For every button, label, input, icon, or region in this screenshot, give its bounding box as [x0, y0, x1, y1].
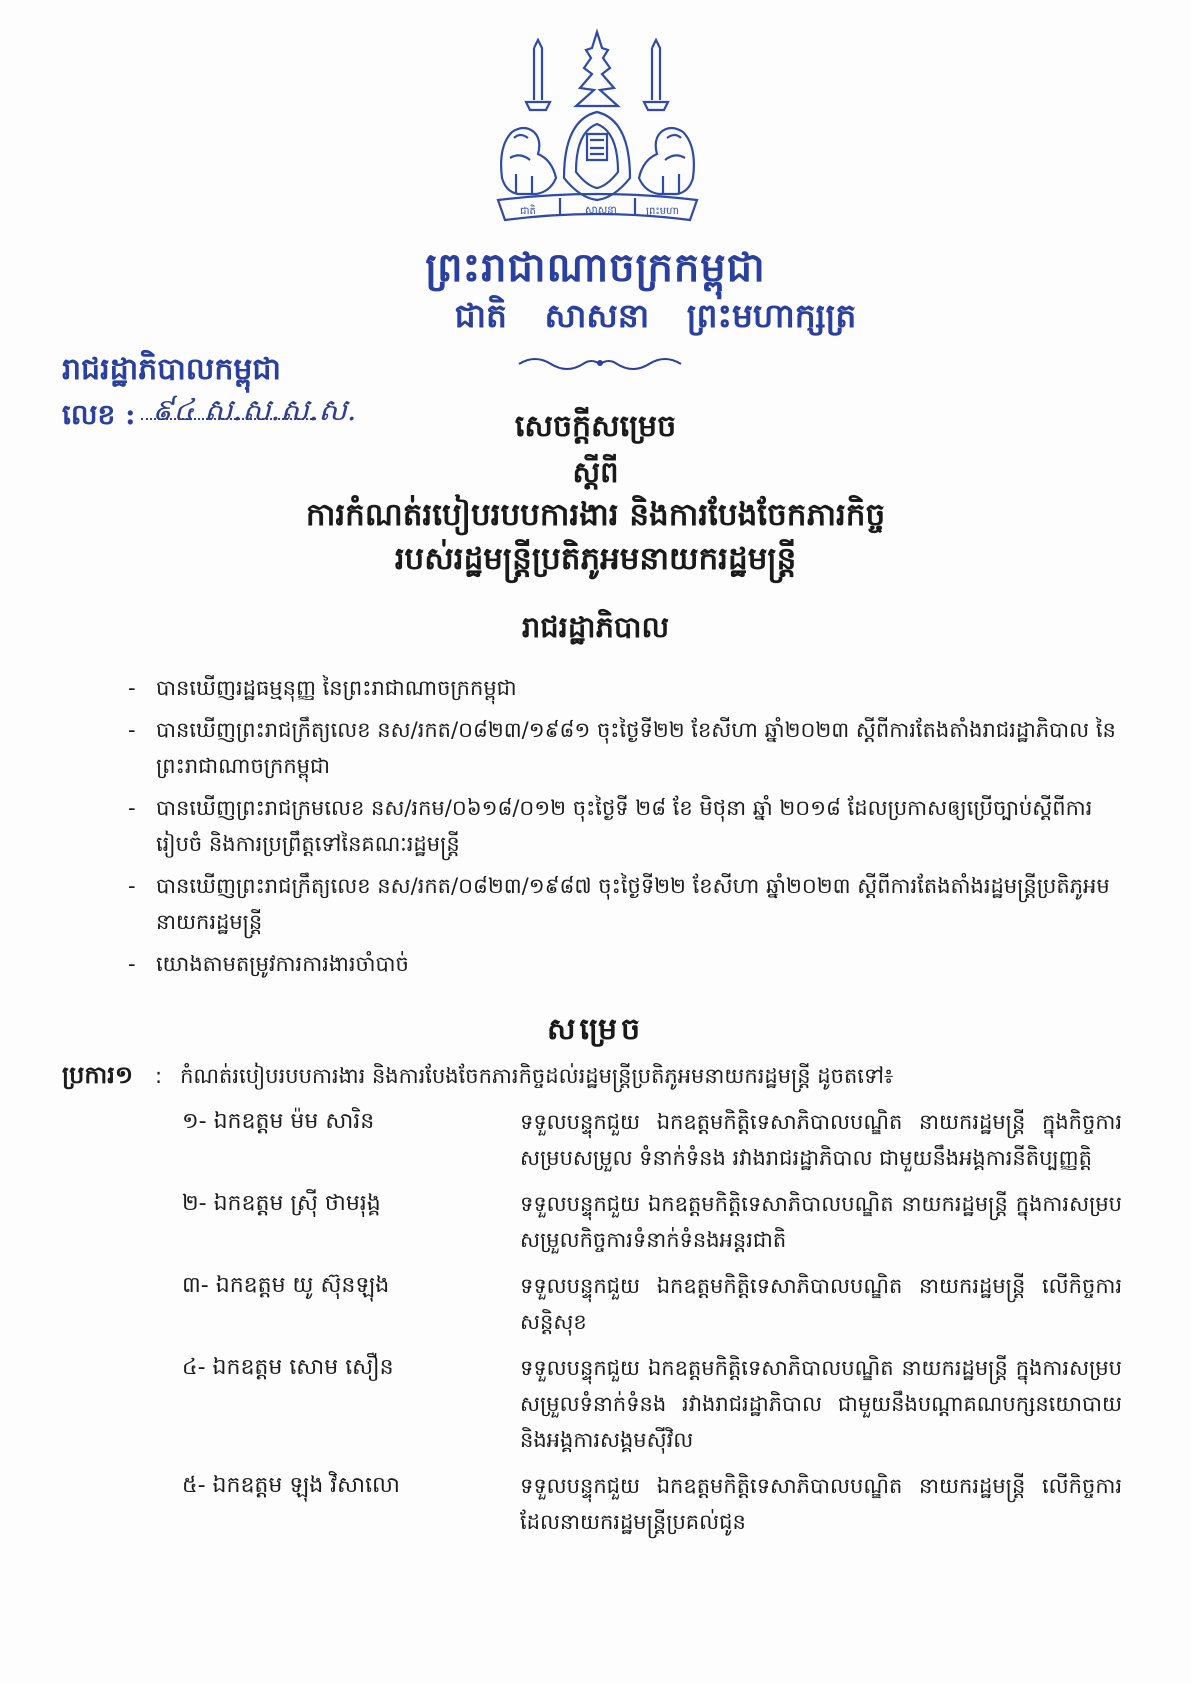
minister-name: ២- ឯកឧត្តម ស្រ៊ី ថាមរុង្គ	[182, 1191, 381, 1216]
minister-name: ៣- ឯកឧត្តម យូ ស៊ុនឡុង	[182, 1273, 390, 1298]
minister-name: ៥- ឯកឧត្តម ឡុង វិសាលោ	[182, 1473, 400, 1498]
handwritten-number: ៩៤ ស.ស.ស.ស.	[152, 393, 357, 428]
article-text: កំណត់របៀបរបបការងារ និងការបែងចែកភារកិច្ចដល់រដ្ឋមន្ត្រីប្រតិភូអមនាយករដ្ឋមន្ត្រី ដូចតទៅ៖	[180, 1064, 894, 1088]
minister-duty: ទទួលបន្ទុកជួយ ឯកឧត្តមកិត្តិទេសាភិបាលបណ្ឌិត នាយករដ្ឋមន្ត្រី លើកិច្ចការដែលនាយករដ្ឋមន្ត្រីប្រគល់ជូន	[520, 1474, 1122, 1534]
minister-name: ៤- ឯកឧត្តម សោម សឿន	[182, 1355, 394, 1380]
assignment-row	[182, 1268, 1122, 1340]
minister-duty: ទទួលបន្ទុកជួយ ឯកឧត្តមកិត្តិទេសាភិបាលបណ្ឌិត នាយករដ្ឋមន្ត្រី លើកិច្ចការសន្តិសុខ	[520, 1274, 1122, 1334]
assignment-row	[182, 1104, 1122, 1176]
article-1: ប្រការ១ : កំណត់របៀបរបបការងារ និងការបែងចែកភារកិច្ចដល់រដ្ឋមន្ត្រីប្រតិភូអមនាយករដ្ឋមន្ត្រី ដូចតទៅ៖	[62, 1060, 894, 1089]
preamble-item: - បានឃើញព្រះរាជក្រមលេខ នស/រកម/០៦១៨/០១២ ចុះថ្ងៃទី ២៨ ខែ មិថុនា ឆ្នាំ ២០១៨ ដែលប្រកាសឲ្យប្រើច្បាប់ស្តីពីការរៀបចំ និងការប្រព្រឹត្តទៅនៃគណៈរដ្ឋមន្ត្រី	[136, 790, 1121, 862]
about-label: ស្តីពី	[572, 455, 619, 489]
assignment-list	[182, 1104, 1122, 1550]
svg-text:សាសនា: សាសនា	[585, 205, 617, 216]
assignment-row	[182, 1350, 1122, 1458]
minister-duty: ទទួលបន្ទុកជួយ ឯកឧត្តមកិត្តិទេសាភិបាលបណ្ឌិត នាយករដ្ឋមន្ត្រី ក្នុងការសម្របសម្រួលកិច្ចការទំនាក់ទំនងអន្តរជាតិ	[520, 1192, 1122, 1252]
issuing-authority: រាជរដ្ឋាភិបាលកម្ពុជា	[62, 352, 281, 387]
assignment-row	[182, 1186, 1122, 1258]
svg-text:ជាតិ: ជាតិ	[520, 206, 536, 217]
preamble-item: - យោងតាមតម្រូវការការងារចាំបាច់	[136, 946, 1121, 982]
minister-duty: ទទួលបន្ទុកជួយ ឯកឧត្តមកិត្តិទេសាភិបាលបណ្ឌិត នាយករដ្ឋមន្ត្រី ក្នុងការសម្របសម្រួលទំនាក់ទំនង រវាងរាជរដ្ឋាភិបាល ជាមួយនឹងបណ្តាគណបក្សនយោបាយ និងអង្គការសង្គមស៊ីវិល	[520, 1356, 1122, 1452]
issuer-heading: រាជរដ្ឋាភិបាល	[521, 610, 670, 644]
preamble-item: - បានឃើញព្រះរាជក្រឹត្យលេខ នស/រកត/០៨២៣/១៩៨៧ ចុះថ្ងៃទី២២ ខែសីហា ឆ្នាំ២០២៣ ស្តីពីការតែងតាំងរដ្ឋមន្ត្រីប្រតិភូអមនាយករដ្ឋមន្ត្រី	[136, 868, 1121, 940]
subject-line-1: ការកំណត់របៀបរបបការងារ និងការបែងចែកភារកិច្ច	[305, 497, 886, 533]
ornament-divider-icon	[515, 352, 685, 374]
national-motto: ជាតិ សាសនា ព្រះមហាក្សត្រ	[454, 296, 857, 335]
royal-coat-of-arms-icon	[490, 28, 705, 233]
number-label: លេខ :	[62, 398, 136, 431]
minister-name: ១- ឯកឧត្តម ម៉ម សារិន	[182, 1109, 375, 1134]
decides-heading: សម្រេច	[546, 1012, 645, 1047]
document-type: សេចក្តីសម្រេច	[514, 409, 677, 444]
svg-text:ព្រះមហា: ព្រះមហា	[646, 206, 679, 217]
preamble-list	[136, 670, 1121, 988]
minister-duty: ទទួលបន្ទុកជួយ ឯកឧត្តមកិត្តិទេសាភិបាលបណ្ឌិត នាយករដ្ឋមន្ត្រី ក្នុងកិច្ចការសម្របសម្រួល ទំនាក់ទំនង រវាងរាជរដ្ឋាភិបាល ជាមួយនឹងអង្គការនីតិប្បញ្ញត្តិ	[520, 1110, 1122, 1170]
preamble-item: - បានឃើញព្រះរាជក្រឹត្យលេខ នស/រកត/០៨២៣/១៩៨១ ចុះថ្ងៃទី២២ ខែសីហា ឆ្នាំ២០២៣ ស្តីពីការតែងតាំងរាជរដ្ឋាភិបាល នៃព្រះរាជាណាចក្រកម្ពុជា	[136, 712, 1121, 784]
kingdom-title: ព្រះរាជាណាចក្រកម្ពុជា	[425, 244, 766, 291]
article-label: ប្រការ១	[62, 1060, 134, 1089]
subject-line-2: របស់រដ្ឋមន្ត្រីប្រតិភូអមនាយករដ្ឋមន្ត្រី	[394, 541, 797, 577]
preamble-item: - បានឃើញរដ្ឋធម្មនុញ្ញ នៃព្រះរាជាណាចក្រកម្ពុជា	[136, 670, 1121, 706]
assignment-row	[182, 1468, 1122, 1540]
